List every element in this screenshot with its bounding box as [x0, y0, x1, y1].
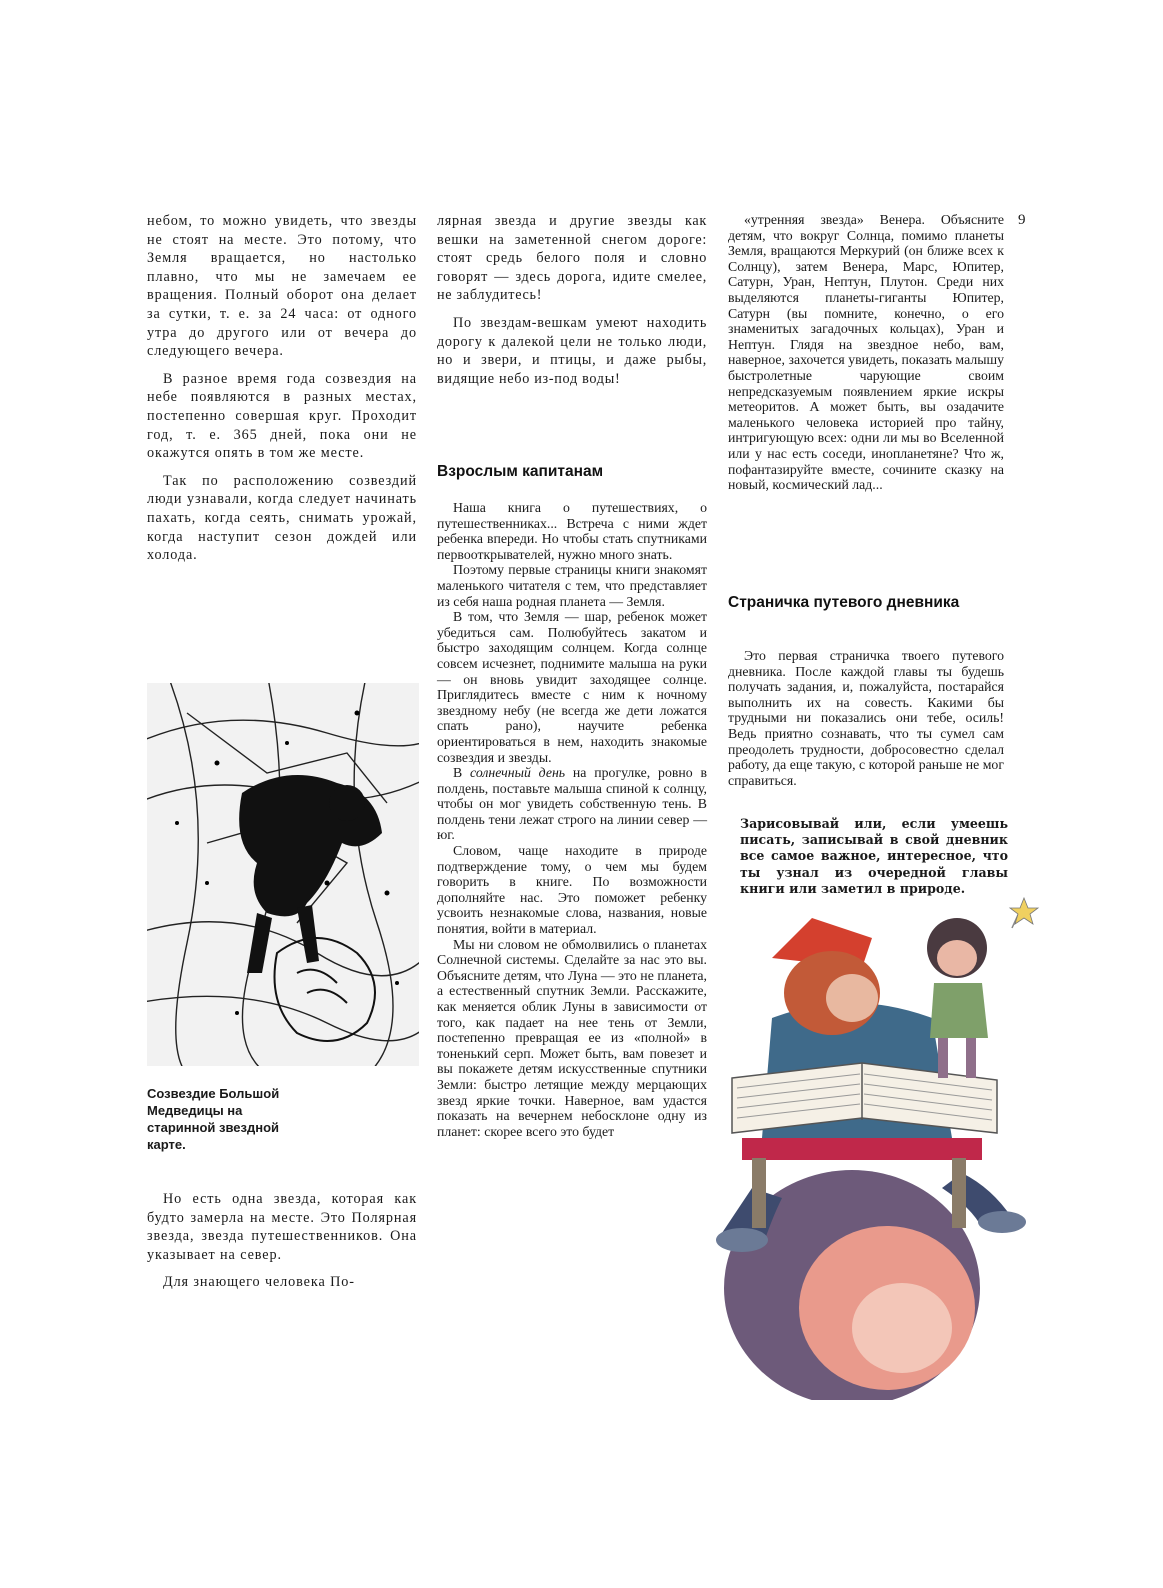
traveller-drawing [712, 888, 1042, 1400]
column-2-section [437, 500, 707, 1139]
instruction-text: Зарисовывай или, если умеешь писать, записывай в свой дневник все самое важное, интересное, что ты узнал из очередной главы книги или заметил в природе. [740, 816, 1008, 896]
italic-phrase: солнечный день [470, 765, 566, 781]
paragraph: небом, то можно увидеть, что звезды не стоят на месте. Это потому, что Земля вращается, но настолько плавно, что мы не замечаем ее вращения. Полный оборот она делает за сутки, т. е. за 24 часа: от одного утра до другого или от вечера до следующего вечера. [147, 213, 417, 360]
diary-instruction [740, 816, 1008, 897]
paragraph: В том, что Земля — шар, ребенок может убедиться сам. Полюбуйтесь закатом и быстро заходящим солнцем. Когда солнце совсем исчезнет, поднимите малыша на руки — он вновь увидит заходящее солнце. Приглядитесь вместе с ним к ночному звездному небу (не всегда же дети ложатся спать рано), научите ребенка ориентироваться в нем, находить знакомые созвездия и звезды. [437, 609, 707, 765]
page-number: 9 [1018, 212, 1026, 228]
paragraph: Наша книга о путешествиях, о путешественниках... Встреча с ними ждет ребенка впереди. Но чтобы стать спутниками первооткрывателей, нужно много знать. [437, 500, 707, 562]
text-run: на прогулке, ровно в полдень, поставьте малыша спиной к солнцу, чтобы он мог увидеть собственную тень. В полдень тени лежат строго на линии север — юг. [437, 765, 707, 843]
paragraph: По звездам-вешкам умеют находить дорогу к далекой цели не только люди, но и звери, и птицы, и даже рыбы, видящие небо из-под воды! [437, 314, 707, 387]
paragraph: Для знающего человека По- [163, 1274, 355, 1291]
traveller-illustration [712, 888, 1042, 1400]
paragraph: лярная звезда и другие звезды как вешки на заметенной снегом дороге: стоят средь белого поля и словно говорят — здесь дорога, идите смелее, не заблудитесь! [437, 213, 707, 304]
column-1-continued [147, 1190, 417, 1301]
column-3 [728, 212, 1004, 493]
heading-adult-captains: Взрослым капитанам [437, 463, 604, 480]
paragraph: Поэтому первые страницы книги знакомят маленького читателя с тем, что представляет из себя наша родная планета — Земля. [437, 562, 707, 609]
column-2 [437, 212, 707, 397]
text-run: В [453, 765, 471, 781]
paragraph: Но есть одна звезда, которая как будто замерла на месте. Это Полярная звезда, звезда путешественников. Она указывает на север. [147, 1191, 417, 1263]
paragraph: Это первая страничка твоего путевого дневника. После каждой главы ты будешь получать задания, и, пожалуйста, постарайся выполнить их на совесть. Какими бы трудными ни показались они тебе, осиль! Ведь приятно сознавать, что ты сумел сам преодолеть трудности, добросовестно сделал работу, да еще такую, с которой раньше не мог справиться. [728, 648, 1004, 788]
column-3-section [728, 648, 1004, 788]
star-map-drawing [147, 683, 419, 1066]
paragraph: Словом, чаще находите в природе подтверждение тому, о чем мы будем говорить в книге. По возможности дополняйте нас. Это поможет ребенку усвоить незнакомые слова, названия, новые понятия, войти в материал. [437, 843, 707, 937]
paragraph: Мы ни словом не обмолвились о планетах Солнечной системы. Сделайте за нас это вы. Объясните детям, что Луна — это не планета, а естественный спутник Земли. Расскажите, как меняется облик Луны в зависимости от того, как падает на нее тень от Земли, постепенно превращая ее из «полной» в тоненький серп. Может быть, вам повезет и вы покажете детям искусственные спутники Земли: быстро летящие между мерцающих звезд яркие точки. Наверное, вам удастся показать на вечернем небосклоне одну из планет: скорее всего это будет [437, 936, 707, 1139]
heading-travel-diary: Страничка путевого дневника [728, 594, 960, 611]
paragraph: «утренняя звезда» Венера. Объясните детям, что вокруг Солнца, помимо планеты Земля, вращаются Меркурий (он ближе всех к Солнцу), затем Венера, Марс, Юпитер, Сатурн, Уран, Нептун, Плутон. Среди них выделяются планеты-гиганты Юпитер, Сатурн (вы помните, конечно, о его знаменитых загадочных кольцах), Уран и Нептун. Глядя на звездное небо, вам, наверное, захочется увидеть, показать малышу быстролетные чарующие своим непредсказуемым появлением яркие искры метеоритов. А может быть, вы озадачите маленького человека историей про тайну, интригующую всех: одни ли мы во Вселенной или у нас есть соседи, инопланетяне? Что ж, пофантазируйте вместе, сочините сказку на новый, космический лад... [728, 212, 1004, 493]
column-1 [147, 212, 417, 574]
paragraph [437, 765, 707, 843]
star-map-caption: Созвездие Большой Медведицы на старинной звездной карте. [147, 1086, 280, 1152]
paragraph: В разное время года созвездия на небе появляются в разных местах, постепенно совершая круг. Проходит год, т. е. 365 дней, пока они не окажутся опять в том же месте. [147, 370, 417, 462]
star-map-illustration [147, 683, 419, 1066]
paragraph: Так по расположению созвездий люди узнавали, когда следует начинать пахать, когда сеять, снимать урожай, когда наступит сезон дождей или холода. [147, 472, 417, 564]
